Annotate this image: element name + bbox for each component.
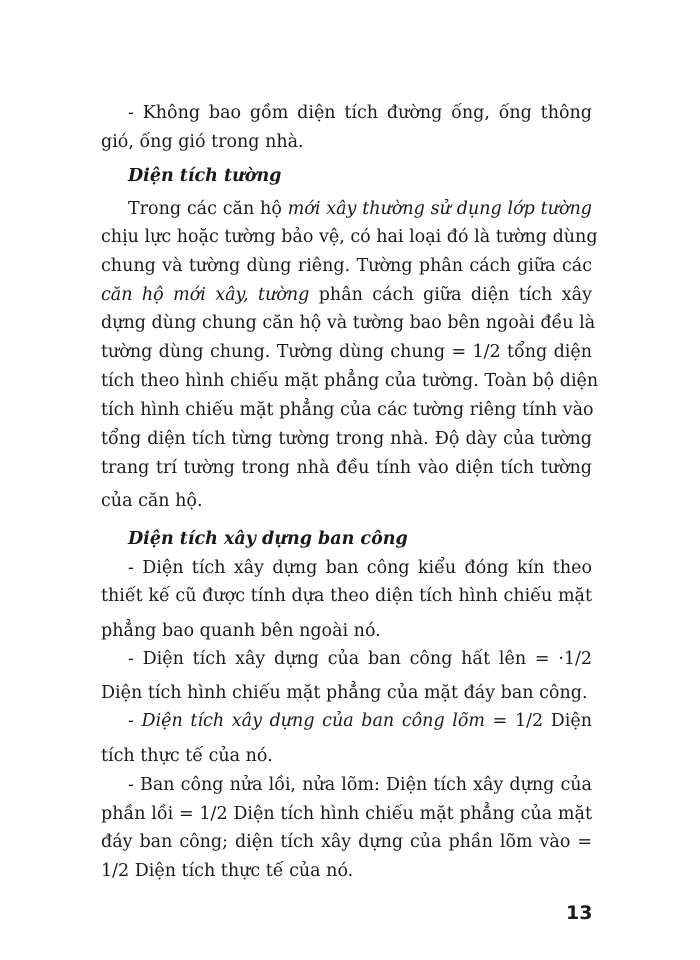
text-segment: tích theo hình chiếu mặt phẳng của tường. Toàn bộ diện — [101, 371, 599, 391]
text-line — [101, 370, 599, 392]
text-line — [128, 557, 592, 579]
text-line — [101, 490, 592, 512]
text-segment: = 1/2 Diện — [485, 711, 592, 731]
text-segment: phân cách giữa diện tích xây — [309, 285, 592, 305]
text-line — [101, 745, 592, 767]
text-segment: tích thực tế của nó. — [101, 746, 273, 766]
text-segment: mới xây thường sử dụng lớp tường — [287, 199, 592, 219]
text-segment: - — [128, 711, 142, 731]
text-segment: dựng dùng chung căn hộ và tường bao bên ngoài đều là — [101, 313, 596, 333]
text-line — [101, 457, 592, 479]
text-line — [101, 585, 592, 607]
text-line — [101, 255, 592, 277]
text-segment: - Không bao gồm diện tích đường ống, ống thông — [128, 103, 592, 123]
text-line — [128, 198, 592, 220]
text-line — [101, 682, 592, 704]
text-segment: thiết kế cũ được tính dựa theo diện tích hình chiếu mặt — [101, 586, 592, 606]
text-segment: căn hộ mới xây, tường — [101, 285, 310, 305]
text-line — [128, 774, 592, 796]
text-line — [101, 131, 592, 153]
text-segment: Diện tích xây dựng của ban công lõm — [141, 711, 486, 731]
text-segment: chịu lực hoặc tường bảo vệ, có hai loại đó là tường dùng — [101, 227, 598, 247]
text-segment: tổng diện tích từng tường trong nhà. Độ dày của tường — [101, 429, 592, 449]
text-segment: phần lồi = 1/2 Diện tích hình chiếu mặt phẳng của mặt — [101, 804, 592, 824]
text-line — [101, 803, 592, 825]
page-number: 13 — [566, 902, 593, 924]
text-line — [101, 399, 592, 421]
text-segment: chung và tường dùng riêng. Tường phân cách giữa các — [101, 256, 592, 276]
text-line — [101, 284, 592, 306]
text-line — [101, 428, 592, 450]
text-segment: phẳng bao quanh bên ngoài nó. — [101, 621, 381, 641]
text-segment: - Diện tích xây dựng ban công kiểu đóng kín theo — [128, 558, 592, 578]
text-segment: đáy ban công; diện tích xây dựng của phần lõm vào = — [101, 832, 592, 852]
text-line — [128, 648, 592, 670]
text-line — [101, 226, 598, 248]
text-line — [101, 341, 592, 363]
text-line — [128, 710, 592, 732]
text-segment: Diện tích hình chiếu mặt phẳng của mặt đáy ban công. — [101, 683, 588, 703]
text-segment: của căn hộ. — [101, 491, 203, 511]
section-heading — [128, 165, 592, 187]
text-segment: - Diện tích xây dựng của ban công hất lên = ·1/2 — [128, 649, 592, 669]
text-segment: tích hình chiếu mặt phẳng của các tường riêng tính vào — [101, 400, 594, 420]
heading-text: Diện tích xây dựng ban công — [128, 529, 408, 549]
text-segment: gió, ống gió trong nhà. — [101, 132, 304, 152]
heading-text: Diện tích tường — [128, 166, 282, 186]
text-line — [101, 620, 592, 642]
text-line — [101, 831, 592, 853]
section-heading — [128, 528, 592, 550]
text-segment: tường dùng chung. Tường dùng chung = 1/2 tổng diện — [101, 342, 592, 362]
text-segment: 1/2 Diện tích thực tế của nó. — [101, 861, 354, 881]
text-line — [101, 312, 596, 334]
text-line — [128, 102, 592, 124]
text-segment: trang trí tường trong nhà đều tính vào diện tích tường — [101, 458, 592, 478]
text-segment: Trong các căn hộ — [128, 199, 288, 219]
text-line — [101, 860, 592, 882]
text-segment: - Ban công nửa lồi, nửa lõm: Diện tích xây dựng của — [128, 775, 592, 795]
